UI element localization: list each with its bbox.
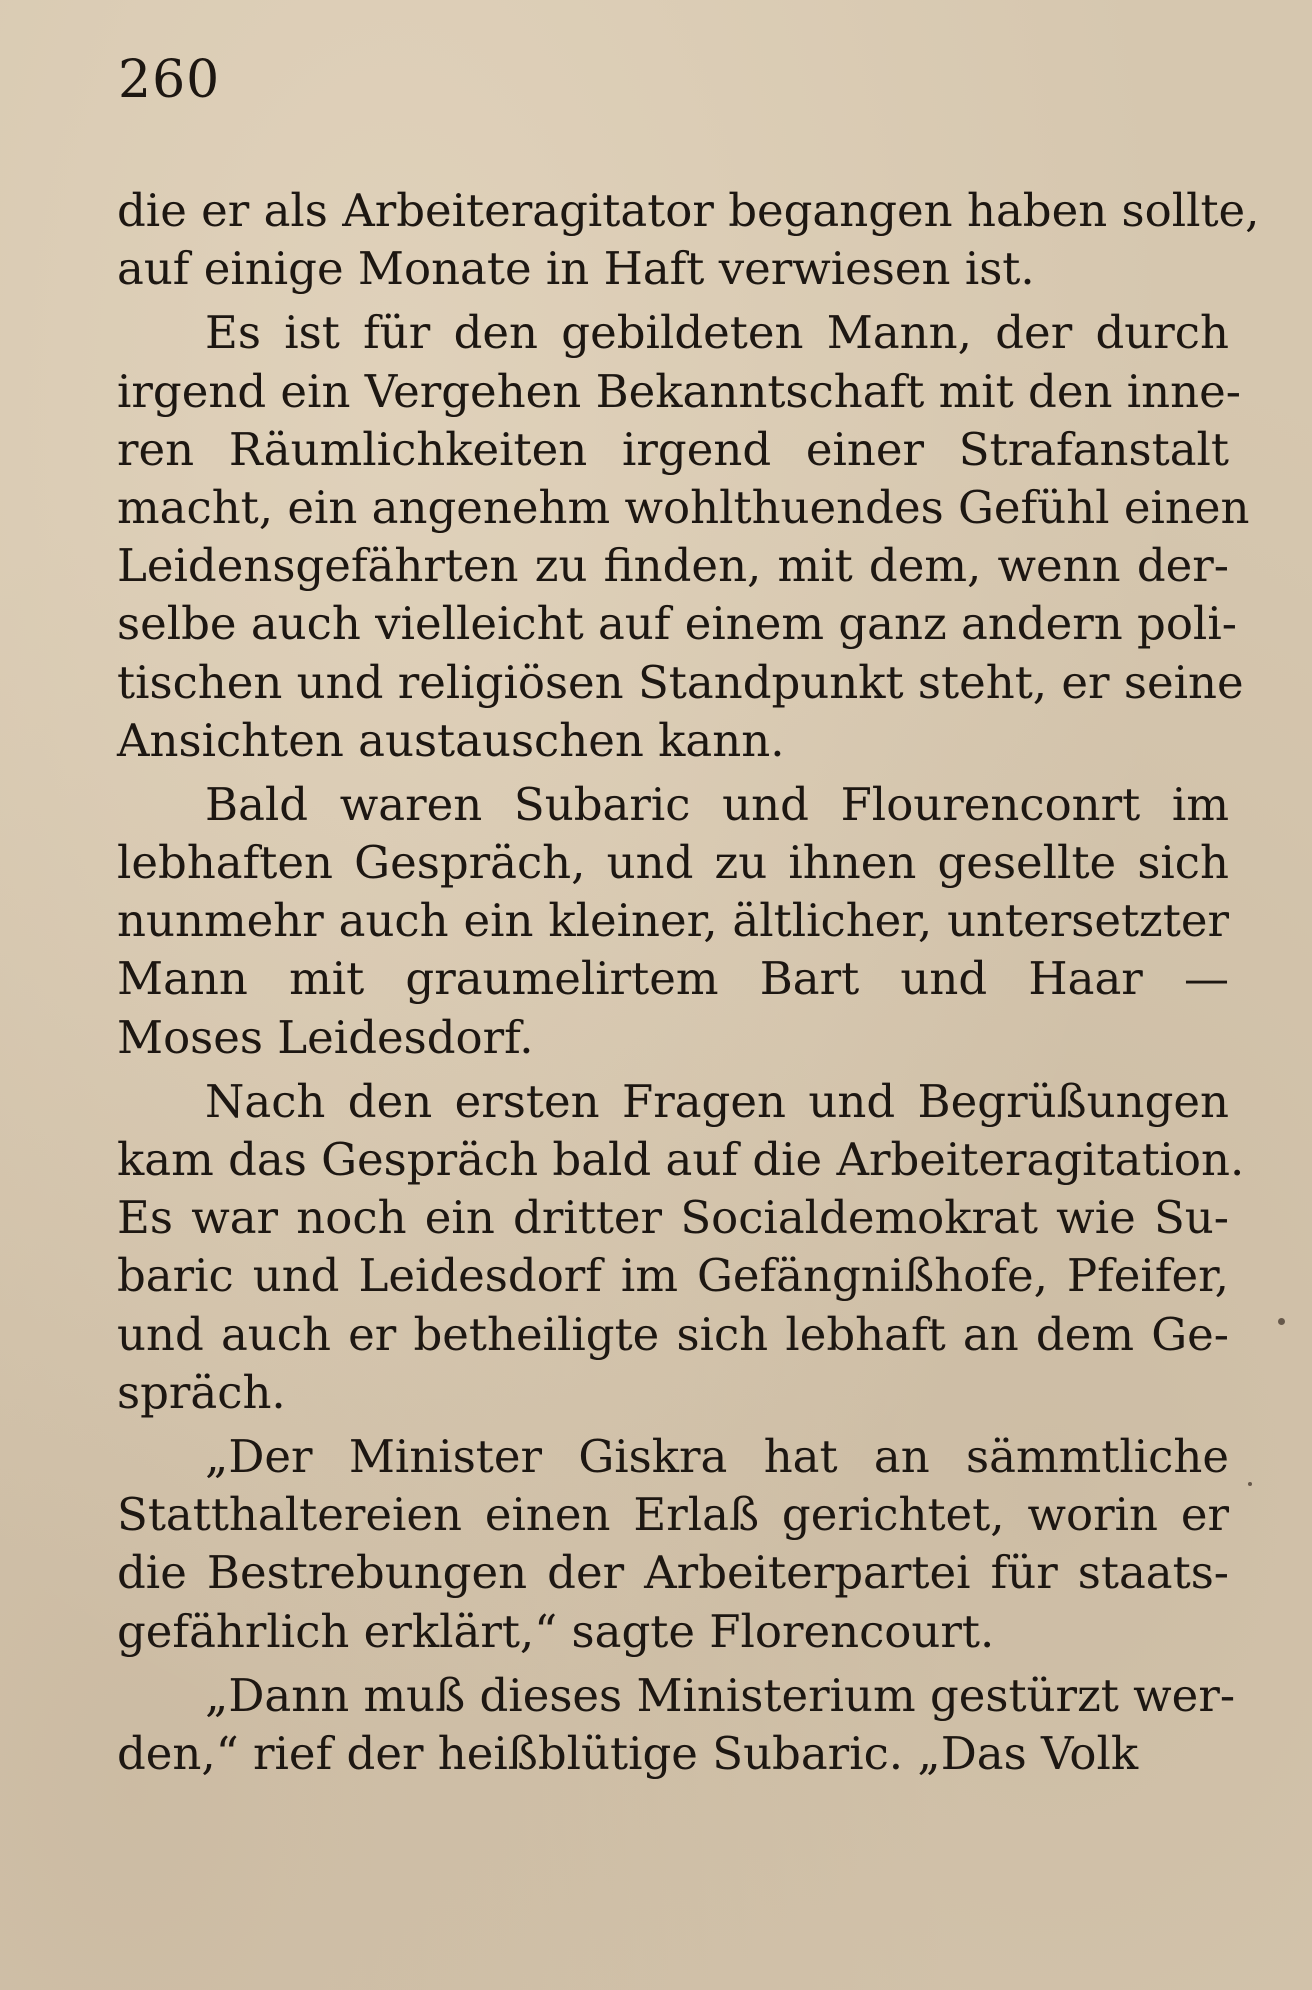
text-line: lebhaften Gespräch, und zu ihnen gesellte sich [117, 836, 1229, 890]
text-line: kam das Gespräch bald auf die Arbeiteragitation. [117, 1133, 1245, 1186]
page-number: 260 [118, 50, 221, 110]
text-line: Mann mit graumelirtem Bart und Haar — [117, 952, 1229, 1006]
text-line: Es war noch ein dritter Socialdemokrat wie Su- [117, 1191, 1229, 1245]
text-line: nunmehr auch ein kleiner, ältlicher, untersetzter [117, 894, 1229, 948]
text-line: Es ist für den gebildeten Mann, der durch [205, 306, 1229, 360]
text-line: die Bestrebungen der Arbeiterpartei für staats- [117, 1546, 1229, 1600]
paper-speck [1278, 1318, 1285, 1325]
text-line: die er als Arbeiteragitator begangen haben sollte, [117, 184, 1260, 237]
text-line: Nach den ersten Fragen und Begrüßungen [205, 1074, 1229, 1128]
paragraph [117, 182, 1260, 298]
text-line: selbe auch vielleicht auf einem ganz andern poli- [117, 597, 1237, 651]
paragraph [117, 304, 1250, 770]
body-text [117, 182, 1260, 1789]
text-line: Leidensgefährten zu finden, mit dem, wenn der- [117, 539, 1229, 593]
paragraph [117, 1667, 1236, 1783]
text-line: Ansichten austauschen kann. [117, 713, 785, 767]
text-line: Moses Leidesdorf. [117, 1010, 534, 1064]
paragraph [117, 776, 1229, 1067]
text-line: „Der Minister Giskra hat an sämmtliche [205, 1429, 1229, 1483]
text-line: baric und Leidesdorf im Gefängnißhofe, Pfeifer, [117, 1249, 1229, 1303]
paragraph [117, 1073, 1245, 1422]
text-line: spräch. [117, 1365, 286, 1419]
text-line: auf einige Monate in Haft verwiesen ist. [117, 242, 1035, 296]
text-line: und auch er betheiligte sich lebhaft an dem Ge- [117, 1307, 1229, 1361]
text-line: ren Räumlichkeiten irgend einer Strafanstalt [117, 422, 1229, 476]
text-line: Statthaltereien einen Erlaß gerichtet, worin er [117, 1488, 1229, 1542]
text-line: „Dann muß dieses Ministerium gestürzt wer- [205, 1668, 1236, 1722]
text-line: irgend ein Vergehen Bekanntschaft mit den inne- [117, 364, 1241, 418]
paragraph [117, 1428, 1229, 1661]
text-line: den,“ rief der heißblütige Subaric. „Das Volk [117, 1726, 1139, 1780]
text-line: tischen und religiösen Standpunkt steht, er seine [117, 655, 1244, 709]
text-line: macht, ein angenehm wohlthuendes Gefühl einen [117, 480, 1250, 534]
paper-speck [1248, 1482, 1252, 1486]
text-line: Bald waren Subaric und Flourenconrt im [205, 777, 1229, 831]
text-line: gefährlich erklärt,“ sagte Florencourt. [117, 1604, 995, 1658]
